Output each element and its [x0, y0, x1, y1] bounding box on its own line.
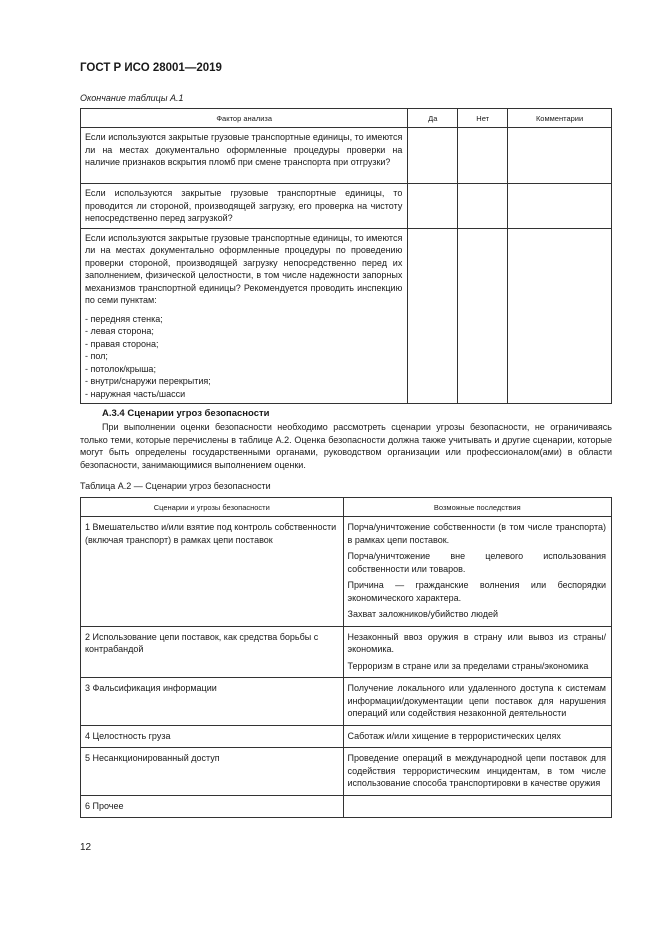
- list-item: - передняя стенка;: [85, 313, 163, 324]
- yes-cell: [408, 184, 458, 229]
- consequence-item: Проведение операций в международной цепи поставок для содействия террористическим инцидентам, в том числе использование способа транспортировки в качестве оружия: [347, 753, 606, 788]
- page-header: ГОСТ Р ИСО 28001—2019: [80, 62, 222, 74]
- table-row: [81, 748, 612, 796]
- consequences-cell: [343, 795, 611, 818]
- consequence-item: Причина — гражданские волнения или беспорядки экономического характера.: [347, 580, 606, 603]
- factor-cell: Если используются закрытые грузовые транспортные единицы, то проводится ли стороной, производящей загрузку, его проверка на чистоту непосредственно перед загрузкой?: [81, 184, 408, 229]
- consequences-cell: [343, 748, 611, 796]
- no-cell: [458, 128, 508, 184]
- scenario-cell: 5 Несанкционированный доступ: [81, 748, 344, 796]
- list-item: - пол;: [85, 351, 108, 361]
- table1-header-row: [81, 109, 612, 128]
- no-cell: [458, 184, 508, 229]
- comments-cell: [508, 228, 612, 404]
- factor-text: Если используются закрытые грузовые транспортные единицы, то имеются ли на местах документально оформленные процедуры по проведению проверки стороной, производящей загрузку непосредственно перед их заполнением, физической целостности, в том числе надежности запорных механизмов транспортной единицы? Рекомендуется проводить инспекцию по семи пунктам:: [85, 232, 403, 305]
- section-heading: А.3.4 Сценарии угроз безопасности: [102, 408, 270, 419]
- scenario-cell: 4 Целостность груза: [81, 725, 344, 748]
- table1-caption: Окончание таблицы А.1: [80, 93, 184, 103]
- column-header-no: Нет: [458, 109, 508, 128]
- consequence-item: Порча/уничтожение вне целевого использования собственности или товаров.: [347, 551, 606, 574]
- comments-cell: [508, 128, 612, 184]
- column-header-comments: Комментарии: [508, 109, 612, 128]
- column-header-scenarios: Сценарии и угрозы безопасности: [81, 498, 344, 517]
- consequences-cell: [343, 725, 611, 748]
- threat-scenarios-table: [80, 497, 612, 818]
- scenario-cell: 2 Использование цепи поставок, как средства борьбы с контрабандой: [81, 626, 344, 678]
- list-item: - внутри/снаружи перекрытия;: [85, 376, 211, 386]
- scenario-cell: 6 Прочее: [81, 795, 344, 818]
- table-row: [81, 184, 612, 229]
- table-row: [81, 678, 612, 726]
- consequence-item: Порча/уничтожение собственности (в том числе транспорта) в рамках цепи поставок.: [347, 522, 606, 545]
- scenario-cell: 3 Фальсификация информации: [81, 678, 344, 726]
- list-item: - потолок/крыша;: [85, 363, 156, 374]
- consequences-cell: [343, 626, 611, 678]
- analysis-factor-table: [80, 108, 612, 404]
- yes-cell: [408, 128, 458, 184]
- column-header-factor: Фактор анализа: [81, 109, 408, 128]
- page-number: 12: [80, 842, 92, 853]
- table2-caption: Таблица А.2 — Сценарии угроз безопасности: [80, 481, 271, 491]
- consequence-item: Терроризм в стране или за пределами страны/экономика: [347, 660, 589, 671]
- no-cell: [458, 228, 508, 404]
- table-row: [81, 228, 612, 404]
- consequences-cell: [343, 517, 611, 627]
- table-row: [81, 128, 612, 184]
- table-row: [81, 626, 612, 678]
- list-item: - наружная часть/шасси: [85, 388, 186, 399]
- scenario-cell: 1 Вмешательство и/или взятие под контроль собственности (включая транспорт) в рамках цепи поставок: [81, 517, 344, 627]
- table-row: [81, 795, 612, 818]
- factor-cell: [81, 228, 408, 404]
- table-row: [81, 725, 612, 748]
- table-row: [81, 517, 612, 627]
- consequences-cell: [343, 678, 611, 726]
- column-header-yes: Да: [408, 109, 458, 128]
- consequence-item: Саботаж и/или хищение в террористических целях: [347, 730, 561, 741]
- list-item: - левая сторона;: [85, 326, 154, 336]
- factor-cell: Если используются закрытые грузовые транспортные единицы, то имеются ли на местах документально оформленные процедуры проверки на наличие признаков вскрытия пломб при смене транспорта при отгрузки?: [81, 128, 408, 184]
- column-header-consequences: Возможные последствия: [343, 498, 611, 517]
- section-paragraph: При выполнении оценки безопасности необходимо рассмотреть сценарии угрозы безопасности, не ограничиваясь только теми, которые перечислены в таблице А.2. Оценка безопасности должна также учитывать и другие сценарии, которые могут быть определены государственными органами, руководством организации или профессионалом(ами) в области безопасности, занимающимися выполнением оценки.: [80, 422, 612, 470]
- consequence-item: Незаконный ввоз оружия в страну или вывоз из страны/экономика.: [347, 631, 606, 654]
- list-item: - правая сторона;: [85, 338, 159, 349]
- table2-header-row: [81, 498, 612, 517]
- yes-cell: [408, 228, 458, 404]
- consequence-item: Захват заложников/убийство людей: [347, 609, 499, 619]
- comments-cell: [508, 184, 612, 229]
- inspection-points-list: [85, 313, 402, 401]
- consequence-item: Получение локального или удаленного доступа к системам информации/документации цепи поставок для нарушения операций или содействия незаконной деятельности: [347, 683, 606, 718]
